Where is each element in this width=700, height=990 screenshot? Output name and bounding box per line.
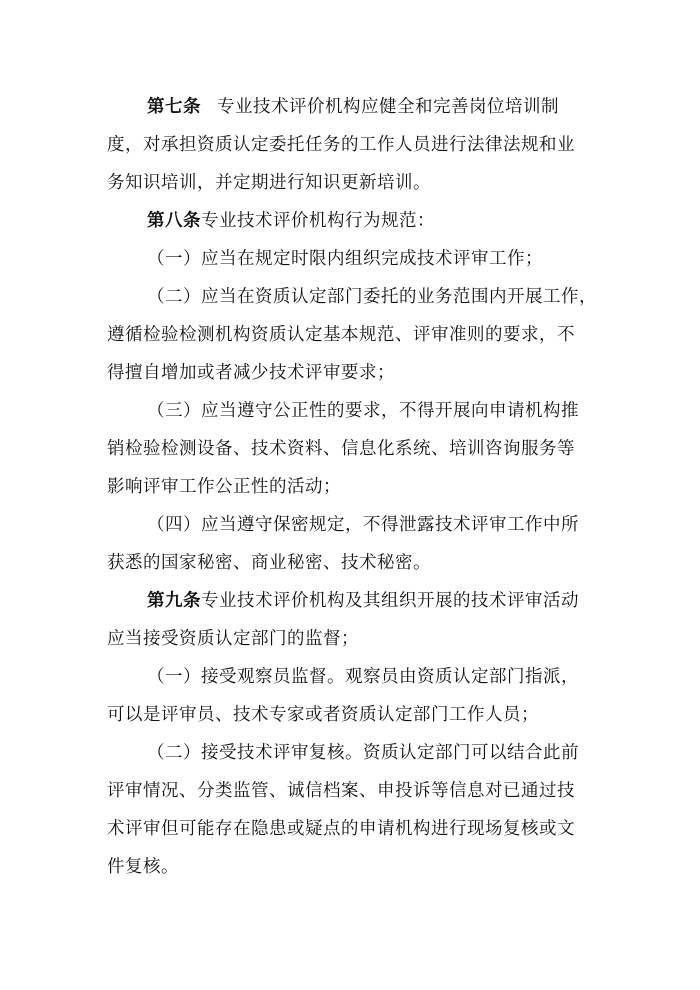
article-8-item-3-line-3: 影响评审工作公正性的活动； <box>107 477 341 497</box>
article-9-heading: 第九条 <box>147 591 201 611</box>
article-9-item-2-line-4: 件复核。 <box>107 857 179 877</box>
article-8-item-4-line-1: （四）应当遵守保密规定，不得泄露技术评审工作中所 <box>147 515 579 535</box>
article-7-text-1: 专业技术评价机构应健全和完善岗位培训制 <box>217 97 559 117</box>
article-8-item-2-line-2: 遵循检验检测机构资质认定基本规范、评审准则的要求，不 <box>107 325 575 345</box>
article-9 <box>107 582 597 886</box>
article-8-item-3-line-2: 销检验检测设备、技术资料、信息化系统、培训咨询服务等 <box>107 439 575 459</box>
article-8-item-2-line-1: （二）应当在资质认定部门委托的业务范围内开展工作， <box>147 287 597 307</box>
document-page <box>107 88 597 886</box>
article-9-item-2-line-2: 评审情况、分类监管、诚信档案、申投诉等信息对已通过技 <box>107 781 575 801</box>
article-8-intro: 专业技术评价机构行为规范： <box>201 211 435 231</box>
article-7-line-1 <box>107 88 597 126</box>
article-8 <box>107 202 597 582</box>
article-7-line-3: 务知识培训，并定期进行知识更新培训。 <box>107 173 431 193</box>
article-8-item-1-line-1: （一）应当在规定时限内组织完成技术评审工作； <box>147 249 543 269</box>
article-8-item-2-line-3: 得擅自增加或者减少技术评审要求； <box>107 363 395 383</box>
article-8-item-3-line-1: （三）应当遵守公正性的要求，不得开展向申请机构推 <box>147 401 579 421</box>
article-9-line-intro-2: 应当接受资质认定部门的监督； <box>107 629 359 649</box>
article-7-heading: 第七条 <box>147 97 201 117</box>
article-7 <box>107 88 597 202</box>
article-9-item-1-line-1: （一）接受观察员监督。观察员由资质认定部门指派， <box>147 667 579 687</box>
article-9-item-1-line-2: 可以是评审员、技术专家或者资质认定部门工作人员； <box>107 705 539 725</box>
article-8-heading: 第八条 <box>147 211 201 231</box>
article-7-line-2: 度，对承担资质认定委托任务的工作人员进行法律法规和业 <box>107 135 575 155</box>
article-9-item-2-line-1: （二）接受技术评审复核。资质认定部门可以结合此前 <box>147 743 579 763</box>
article-8-line-intro <box>107 202 597 240</box>
article-9-intro-1: 专业技术评价机构及其组织开展的技术评审活动 <box>201 591 579 611</box>
article-8-item-4-line-2: 获悉的国家秘密、商业秘密、技术秘密。 <box>107 553 431 573</box>
article-9-line-intro-1 <box>107 582 597 620</box>
article-9-item-2-line-3: 术评审但可能存在隐患或疑点的申请机构进行现场复核或文 <box>107 819 575 839</box>
